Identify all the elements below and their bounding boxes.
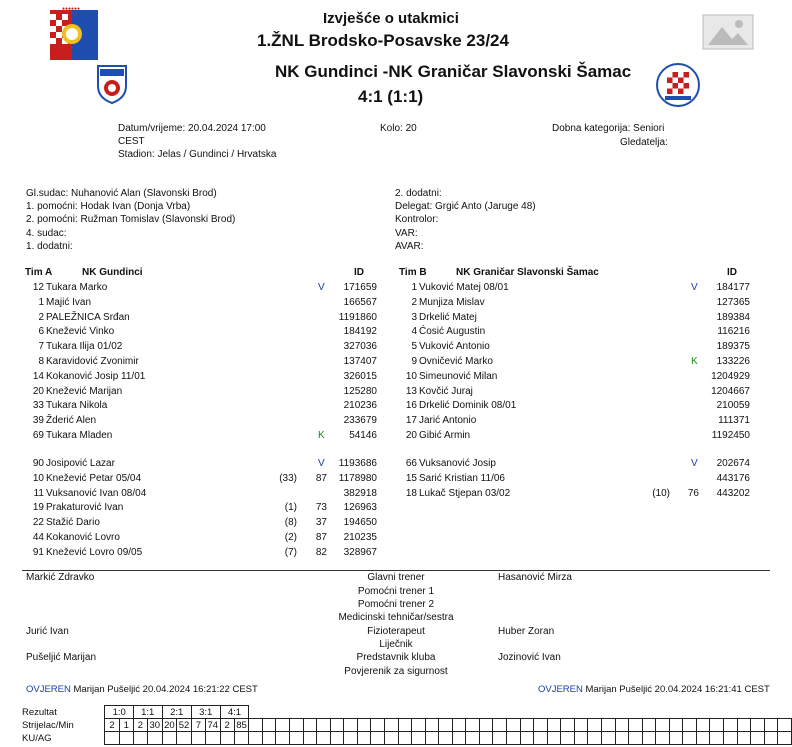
card-cell [764,732,778,745]
scorer-cell [724,719,738,732]
card-cell [696,732,710,745]
player-id: 111371 [718,415,750,427]
staff-role-label: Predstavnik kluba [356,652,436,663]
home-verification [26,684,258,695]
sub-replaced: (2) [284,532,297,543]
card-cell [105,732,119,745]
goalkeeper-mark: V [318,282,325,293]
sub-minute: 37 [315,517,327,529]
player-id: 116216 [717,326,750,338]
card-cell [412,732,426,745]
scorer-cell [737,719,751,732]
player-number: 18 [405,487,417,499]
card-cell [220,732,234,745]
player-number: 20 [405,430,417,441]
sub-minute: 87 [315,532,327,543]
home-verified-status: OVJEREN [26,684,71,695]
results-grid [22,705,792,745]
sub-replaced: (33) [279,472,297,484]
home-club-rep: Pušeljić Marijan [26,652,97,663]
player-number: 7 [38,341,44,353]
player-number: 66 [405,458,417,469]
player-id: 210235 [343,532,377,543]
additional-referee-2: 2. dodatni: [395,188,442,199]
player-number: 9 [411,356,417,367]
player-name: Stažić Dario [46,517,100,529]
scorer-cell [371,719,385,732]
player-name: Majić Ivan [46,296,92,308]
scorer-cell [452,719,466,732]
card-cell [439,732,453,745]
player-id: 326015 [343,370,377,382]
player-id: 328967 [343,546,377,558]
card-cell [303,732,317,745]
team-a-label: Tim A [25,267,53,278]
scorer-cell [398,719,412,732]
assistant-referee-1: 1. pomoćni: Hodak Ivan (Donja Vrba) [26,201,191,212]
player-name: Simeunović Milan [419,370,498,382]
player-id: 184177 [716,282,750,293]
player-id: 443202 [716,487,750,499]
card-cell [683,732,697,745]
away-physio: Huber Zoran [498,626,555,637]
player-number: 2 [411,296,417,308]
scorer-cell [696,719,710,732]
match-round: Kolo: 20 [380,123,417,134]
card-cell [290,732,304,745]
scorer-cell [642,719,656,732]
player-number: 10 [405,370,417,382]
sub-minute: 87 [315,472,327,484]
card-cell [317,732,331,745]
card-cell [669,732,683,745]
player-name: Vuksanović Ivan 08/04 [46,487,147,499]
svg-text:●●●●●●: ●●●●●● [61,6,81,12]
away-verification [538,684,770,695]
staff-role-label: Glavni trener [367,572,425,583]
card-cell [234,732,249,745]
var-referee: VAR: [395,228,418,239]
player-name: Ćosić Augustin [419,326,486,338]
scorer-cell: 7 [191,719,205,732]
home-verified-by: Marijan Pušeljić 20.04.2024 16:21:22 CEST [73,684,258,695]
match-datetime: Datum/vrijeme: 20.04.2024 17:00 [118,123,266,134]
scorer-row-label: Strijelac/Min [22,719,74,731]
card-cell [547,732,561,745]
scorer-cell: 2 [220,719,234,732]
card-cell [656,732,670,745]
player-id: 1192450 [711,430,750,441]
player-id: 382918 [343,487,377,499]
league-logo [38,4,104,66]
team-a-id-header: ID [354,267,364,278]
result-step: 3:1 [191,706,220,719]
staff-role-label: Liječnik [379,639,413,650]
player-id: 137407 [343,356,377,367]
player-number: 15 [405,472,417,484]
player-number: 12 [32,282,44,293]
player-number: 19 [32,502,44,514]
player-name: Knežević Lovro 09/05 [46,546,143,558]
goalkeeper-mark: V [318,458,325,469]
player-number: 69 [32,430,44,441]
scorer-cell [615,719,629,732]
player-id: 194650 [343,517,377,529]
away-club-rep: Jozinović Ivan [498,652,561,663]
player-number: 1 [38,296,44,308]
staff-role-label: Pomoćni trener 1 [357,586,435,597]
scorer-cell [466,719,480,732]
scorer-row [22,719,792,732]
scorer-cell [656,719,670,732]
player-id: 202674 [716,458,750,469]
player-id: 327036 [343,341,377,353]
scorer-cell: 52 [177,719,192,732]
player-number: 11 [33,487,44,499]
card-cell [561,732,575,745]
staff-role-label: Pomoćni trener 2 [357,599,435,610]
player-name: Tukara Marko [46,282,108,293]
home-team-logo [94,64,130,104]
card-cell [344,732,358,745]
player-name: Josipović Lazar [46,458,115,469]
scorer-cell [561,719,575,732]
player-number: 91 [32,546,44,558]
teams-separator: - [377,62,389,81]
player-name: Munjiza Mislav [419,296,485,308]
scorer-cell [751,719,765,732]
result-step: 1:1 [133,706,162,719]
result-row [22,706,792,719]
player-name: Drkelić Dominik 08/01 [419,400,517,412]
player-id: 54146 [349,430,377,441]
player-name: Vuković Matej 08/01 [419,282,509,293]
player-name: Kokanović Lovro [46,532,120,543]
card-cell [520,732,534,745]
player-number: 2 [38,311,44,323]
delegate: Delegat: Grgić Anto (Jaruge 48) [395,201,536,212]
player-number: 22 [32,517,44,529]
card-cell [162,732,177,745]
report-title: Izvješće o utakmici [323,10,459,27]
scorer-cell [479,719,493,732]
card-cell [133,732,147,745]
player-id: 1178980 [338,472,377,484]
away-verified-by: Marijan Pušeljić 20.04.2024 16:21:41 CEST [585,684,770,695]
player-number: 1 [411,282,417,293]
match-timezone: CEST [118,136,145,147]
match-score: 4:1 (1:1) [358,87,424,106]
staff-role-label: Fizioterapeut [367,626,425,637]
card-cell [398,732,412,745]
scorer-cell: 30 [147,719,162,732]
sub-minute: 76 [687,487,699,499]
card-cell [778,732,792,745]
card-cell [452,732,466,745]
player-number: 14 [32,370,44,382]
player-name: Prakaturović Ivan [46,502,124,514]
card-cell [615,732,629,745]
team-b-name: NK Graničar Slavonski Šamac [456,267,599,278]
controller: Kontrolor: [395,214,439,225]
scorer-cell: 1 [119,719,133,732]
scorer-cell [574,719,588,732]
card-cell [262,732,276,745]
player-id: 171659 [343,282,377,293]
player-number: 4 [411,326,417,338]
card-cell [276,732,290,745]
player-number: 39 [32,415,44,427]
staff-role-label: Povjerenik za sigurnost [344,666,448,677]
sub-replaced: (7) [284,546,297,558]
player-name: Ovničević Marko [419,356,493,367]
card-cell [710,732,724,745]
scorer-cell [669,719,683,732]
player-name: Tukara Ilija 01/02 [46,341,123,353]
sub-replaced: (10) [652,487,670,499]
player-number: 90 [32,458,44,469]
scorer-cell [588,719,602,732]
player-id: 1204929 [711,370,750,382]
match-stadium: Stadion: Jelas / Gundinci / Hrvatska [118,149,277,160]
cards-row [22,732,792,745]
card-cell [493,732,507,745]
player-number: 3 [411,311,417,323]
scorer-cell [425,719,439,732]
scorer-cell: 74 [205,719,220,732]
placeholder-image-icon [702,14,754,50]
home-physio: Jurić Ivan [26,626,69,637]
player-number: 13 [405,385,417,397]
card-cell [330,732,344,745]
card-cell [177,732,192,745]
captain-mark: K [318,430,325,441]
scorer-cell [683,719,697,732]
avar-referee: AVAR: [395,241,424,252]
player-name: Drkelić Matej [419,311,477,323]
player-id: 166567 [343,296,377,308]
assistant-referee-2: 2. pomoćni: Ružman Tomislav (Slavonski Brod) [26,214,236,225]
player-id: 233679 [343,415,377,427]
player-id: 210236 [343,400,377,412]
sub-replaced: (8) [284,517,297,529]
scorer-cell [493,719,507,732]
player-id: 126963 [343,502,377,514]
fourth-referee: 4. sudac: [26,228,67,239]
goalkeeper-mark: V [691,282,698,293]
player-number: 16 [405,400,417,412]
player-name: Tukara Nikola [46,400,108,412]
scorer-cell [520,719,534,732]
scorer-cell [357,719,371,732]
scorer-cell [276,719,290,732]
player-id: 1193686 [338,458,377,469]
scorer-cell [344,719,358,732]
card-cell [574,732,588,745]
team-a-name: NK Gundinci [82,267,143,278]
home-team-name: NK Gundinci [275,62,378,81]
sub-replaced: (1) [284,502,297,514]
card-cell [249,732,263,745]
scorer-cell [778,719,792,732]
card-cell [371,732,385,745]
player-number: 8 [38,356,44,367]
additional-referee-1: 1. dodatni: [26,241,73,252]
scorer-cell [249,719,263,732]
player-id: 210059 [716,400,750,412]
result-step: 2:1 [162,706,191,719]
cards-row-label: KU/AG [22,732,52,744]
player-name: Jarić Antonio [419,415,477,427]
scorer-cell [547,719,561,732]
main-referee: Gl.sudac: Nuhanović Alan (Slavonski Brod) [26,188,217,199]
scorer-cell [330,719,344,732]
player-id: 127365 [716,296,750,308]
player-name: Kovčić Juraj [419,385,473,397]
card-cell [601,732,615,745]
player-number: 20 [32,385,44,397]
card-cell [466,732,480,745]
card-cell [724,732,738,745]
player-id: 1204667 [711,385,750,397]
spectators: Gledatelja: [620,137,668,148]
player-name: Vuksanović Josip [419,458,496,469]
competition-title: 1.ŽNL Brodsko-Posavske 23/24 [257,31,509,50]
player-id: 443176 [716,472,750,484]
player-name: Žderić Alen [46,415,97,427]
away-verified-status: OVJEREN [538,684,583,695]
player-name: Knežević Vinko [46,326,115,338]
scorer-cell [384,719,398,732]
player-number: 10 [32,472,44,484]
match-teams [275,62,631,82]
card-cell [205,732,220,745]
result-step: 1:0 [105,706,133,719]
age-category: Dobna kategorija: Seniori [552,123,665,134]
away-team-logo [655,62,701,108]
card-cell [384,732,398,745]
player-name: Sarić Kristian 11/06 [419,472,505,484]
team-b-label: Tim B [399,267,427,278]
player-name: Knežević Marijan [46,385,123,397]
scorer-cell [534,719,548,732]
away-team-name: NK Graničar Slavonski Šamac [388,62,632,81]
card-cell [629,732,643,745]
scorer-cell [262,719,276,732]
sub-minute: 73 [315,502,327,514]
player-name: Karavidović Zvonimir [46,356,139,367]
player-number: 44 [32,532,44,543]
home-head-coach: Markić Zdravko [26,572,95,583]
sub-minute: 82 [315,546,327,558]
player-number: 33 [32,400,44,412]
scorer-cell: 2 [105,719,119,732]
player-number: 5 [411,341,417,353]
player-number: 17 [405,415,417,427]
player-name: Gibić Armin [419,430,471,441]
scorer-cell [412,719,426,732]
scorer-cell [629,719,643,732]
staff-divider [22,570,770,571]
card-cell [737,732,751,745]
card-cell [751,732,765,745]
scorer-cell: 85 [234,719,249,732]
scorer-cell [317,719,331,732]
staff-role-label: Medicinski tehničar/sestra [338,612,454,623]
player-id: 1191860 [338,311,377,323]
card-cell [479,732,493,745]
player-id: 125280 [343,385,377,397]
scorer-cell [601,719,615,732]
scorer-cell [303,719,317,732]
scorer-cell [290,719,304,732]
card-cell [642,732,656,745]
result-row-label: Rezultat [22,706,57,718]
captain-mark: K [691,356,698,367]
player-name: PALEŽNICA Srđan [46,311,130,323]
goalkeeper-mark: V [691,458,698,469]
scorer-cell [507,719,521,732]
player-id: 189375 [716,341,750,353]
scorer-cell: 2 [133,719,147,732]
player-id: 184192 [343,326,377,338]
player-number: 6 [38,326,44,338]
scorer-cell: 20 [162,719,177,732]
scorer-cell [764,719,778,732]
card-cell [534,732,548,745]
card-cell [147,732,162,745]
player-name: Kokanović Josip 11/01 [46,370,146,382]
card-cell [191,732,205,745]
scorer-cell [710,719,724,732]
player-name: Lukač Stjepan 03/02 [419,487,511,499]
player-id: 133226 [716,356,750,367]
scorer-cell [439,719,453,732]
player-name: Vuković Antonio [419,341,490,353]
result-step: 4:1 [220,706,249,719]
away-head-coach: Hasanović Mirza [498,572,572,583]
player-name: Tukara Mladen [46,430,113,441]
player-name: Knežević Petar 05/04 [46,472,142,484]
player-id: 189384 [716,311,750,323]
card-cell [119,732,133,745]
card-cell [507,732,521,745]
card-cell [357,732,371,745]
card-cell [588,732,602,745]
card-cell [425,732,439,745]
team-b-id-header: ID [727,267,737,278]
